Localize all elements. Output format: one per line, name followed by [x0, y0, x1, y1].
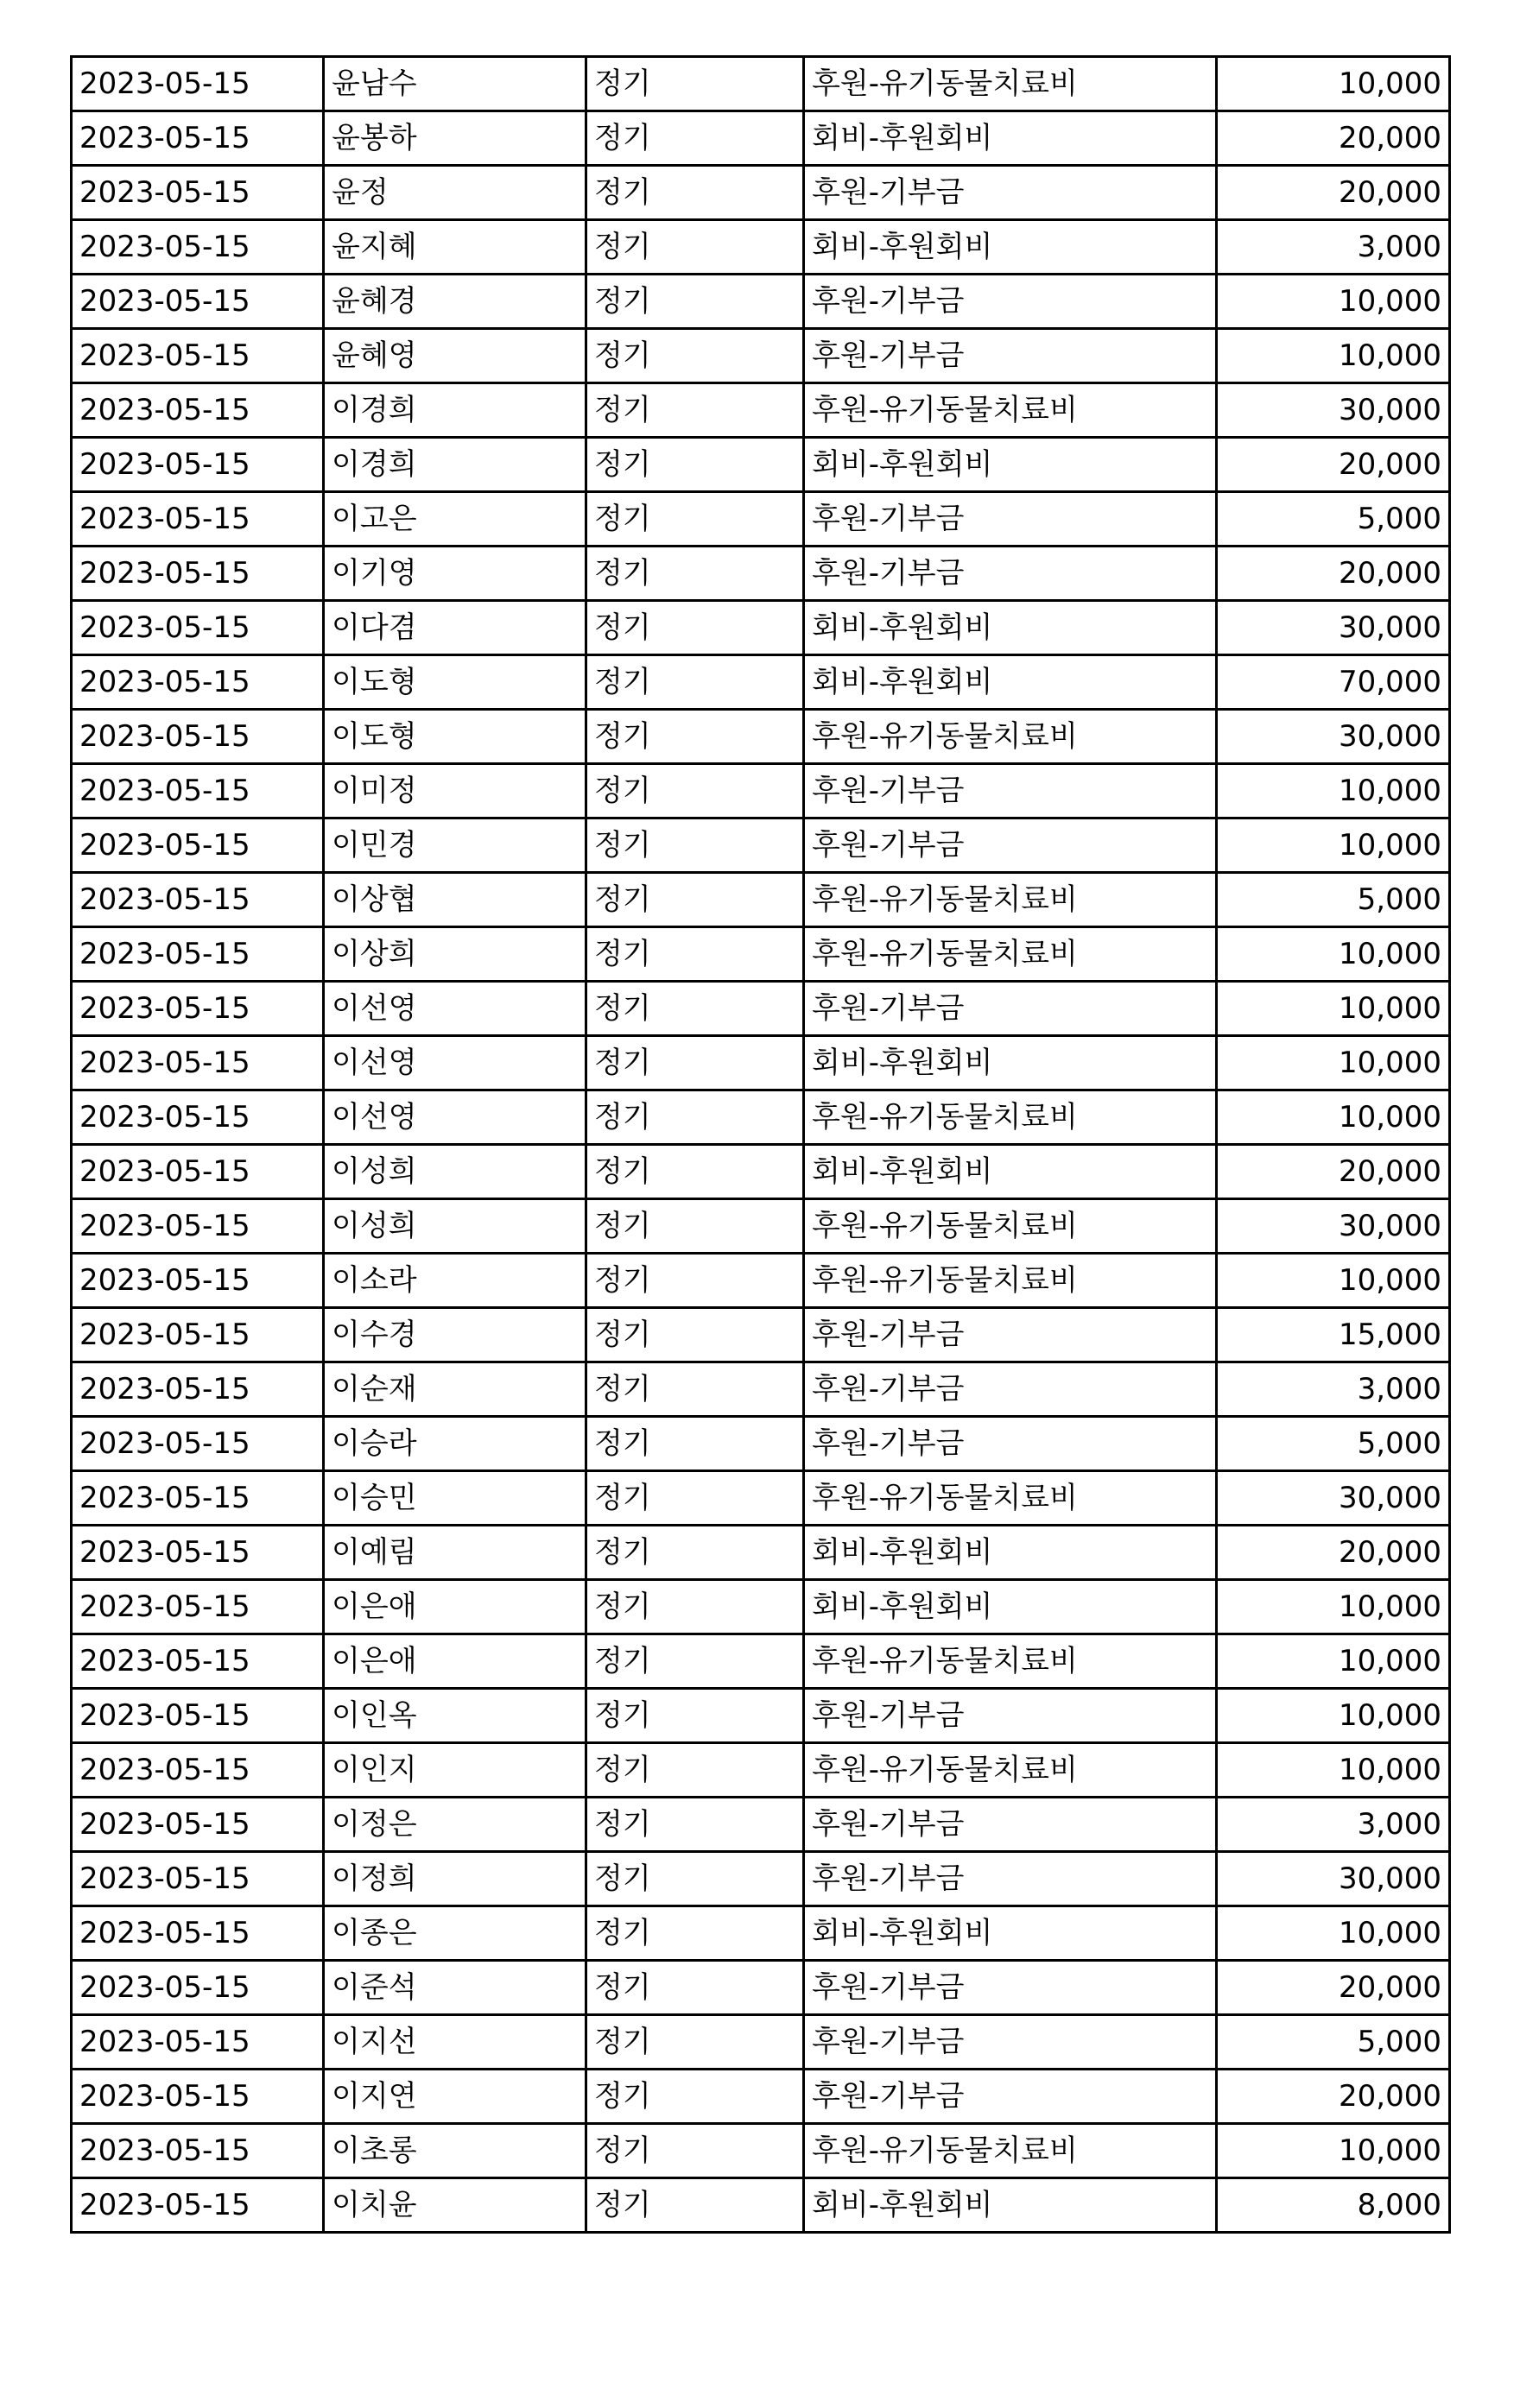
- donation-type-cell: 정기: [586, 1743, 804, 1798]
- donor-name-cell: 이선영: [324, 1036, 586, 1090]
- table-row: [72, 2070, 1450, 2124]
- donation-type-cell: 정기: [586, 1580, 804, 1634]
- donation-type-cell: 정기: [586, 438, 804, 492]
- donor-name-cell: 윤지혜: [324, 220, 586, 275]
- category-cell: 후원-유기동물치료비: [804, 2124, 1217, 2178]
- donor-name-cell: 이인지: [324, 1743, 586, 1798]
- donor-name-cell: 윤혜경: [324, 275, 586, 329]
- date-cell: 2023-05-15: [72, 1471, 324, 1526]
- donation-type-cell: 정기: [586, 982, 804, 1036]
- category-cell: 회비-후원회비: [804, 601, 1217, 655]
- category-cell: 회비-후원회비: [804, 1036, 1217, 1090]
- date-cell: 2023-05-15: [72, 1743, 324, 1798]
- donation-type-cell: 정기: [586, 166, 804, 220]
- donation-type-cell: 정기: [586, 275, 804, 329]
- date-cell: 2023-05-15: [72, 1634, 324, 1689]
- donor-name-cell: 이성희: [324, 1145, 586, 1199]
- category-cell: 회비-후원회비: [804, 438, 1217, 492]
- donor-name-cell: 이예림: [324, 1526, 586, 1580]
- donation-type-cell: 정기: [586, 1254, 804, 1308]
- donation-type-cell: 정기: [586, 492, 804, 547]
- table-row: [72, 2124, 1450, 2178]
- category-cell: 회비-후원회비: [804, 111, 1217, 166]
- donor-name-cell: 이민경: [324, 818, 586, 873]
- category-cell: 후원-기부금: [804, 329, 1217, 383]
- amount-cell: 10,000: [1217, 764, 1450, 818]
- table-row: [72, 873, 1450, 927]
- table-row: [72, 111, 1450, 166]
- date-cell: 2023-05-15: [72, 1580, 324, 1634]
- donation-type-cell: 정기: [586, 655, 804, 710]
- date-cell: 2023-05-15: [72, 655, 324, 710]
- table-row: [72, 547, 1450, 601]
- category-cell: 후원-기부금: [804, 2070, 1217, 2124]
- category-cell: 회비-후원회비: [804, 655, 1217, 710]
- amount-cell: 15,000: [1217, 1308, 1450, 1362]
- amount-cell: 10,000: [1217, 329, 1450, 383]
- amount-cell: 3,000: [1217, 1362, 1450, 1417]
- donor-name-cell: 이치윤: [324, 2178, 586, 2233]
- category-cell: 후원-기부금: [804, 1798, 1217, 1852]
- donation-type-cell: 정기: [586, 1090, 804, 1145]
- date-cell: 2023-05-15: [72, 818, 324, 873]
- category-cell: 후원-유기동물치료비: [804, 1254, 1217, 1308]
- amount-cell: 10,000: [1217, 2124, 1450, 2178]
- category-cell: 후원-기부금: [804, 818, 1217, 873]
- date-cell: 2023-05-15: [72, 1199, 324, 1254]
- donation-type-cell: 정기: [586, 220, 804, 275]
- date-cell: 2023-05-15: [72, 1906, 324, 1961]
- amount-cell: 20,000: [1217, 547, 1450, 601]
- donation-type-cell: 정기: [586, 1798, 804, 1852]
- table-row: [72, 166, 1450, 220]
- donation-type-cell: 정기: [586, 1308, 804, 1362]
- amount-cell: 20,000: [1217, 111, 1450, 166]
- donation-type-cell: 정기: [586, 1036, 804, 1090]
- category-cell: 회비-후원회비: [804, 220, 1217, 275]
- amount-cell: 5,000: [1217, 873, 1450, 927]
- donor-name-cell: 이기영: [324, 547, 586, 601]
- table-row: [72, 1906, 1450, 1961]
- category-cell: 후원-유기동물치료비: [804, 1090, 1217, 1145]
- amount-cell: 5,000: [1217, 492, 1450, 547]
- date-cell: 2023-05-15: [72, 982, 324, 1036]
- date-cell: 2023-05-15: [72, 1036, 324, 1090]
- table-row: [72, 1362, 1450, 1417]
- donation-type-cell: 정기: [586, 2178, 804, 2233]
- donation-type-cell: 정기: [586, 1689, 804, 1743]
- donor-name-cell: 이순재: [324, 1362, 586, 1417]
- donor-name-cell: 이초롱: [324, 2124, 586, 2178]
- amount-cell: 10,000: [1217, 1036, 1450, 1090]
- table-row: [72, 1090, 1450, 1145]
- donor-name-cell: 이승민: [324, 1471, 586, 1526]
- table-row: [72, 1471, 1450, 1526]
- amount-cell: 20,000: [1217, 2070, 1450, 2124]
- table-row: [72, 1580, 1450, 1634]
- date-cell: 2023-05-15: [72, 2124, 324, 2178]
- date-cell: 2023-05-15: [72, 438, 324, 492]
- donor-name-cell: 이소라: [324, 1254, 586, 1308]
- amount-cell: 10,000: [1217, 982, 1450, 1036]
- donation-type-cell: 정기: [586, 601, 804, 655]
- amount-cell: 20,000: [1217, 438, 1450, 492]
- donor-name-cell: 이선영: [324, 1090, 586, 1145]
- table-row: [72, 655, 1450, 710]
- amount-cell: 10,000: [1217, 927, 1450, 982]
- donor-name-cell: 이인옥: [324, 1689, 586, 1743]
- donation-type-cell: 정기: [586, 1634, 804, 1689]
- donor-name-cell: 이상협: [324, 873, 586, 927]
- date-cell: 2023-05-15: [72, 1417, 324, 1471]
- date-cell: 2023-05-15: [72, 275, 324, 329]
- donation-type-cell: 정기: [586, 1526, 804, 1580]
- category-cell: 회비-후원회비: [804, 1145, 1217, 1199]
- donor-name-cell: 이은애: [324, 1580, 586, 1634]
- date-cell: 2023-05-15: [72, 1961, 324, 2015]
- table-row: [72, 1689, 1450, 1743]
- category-cell: 후원-유기동물치료비: [804, 383, 1217, 438]
- donor-name-cell: 이도형: [324, 655, 586, 710]
- table-row: [72, 1743, 1450, 1798]
- table-row: [72, 764, 1450, 818]
- category-cell: 회비-후원회비: [804, 1526, 1217, 1580]
- donor-name-cell: 이상희: [324, 927, 586, 982]
- date-cell: 2023-05-15: [72, 166, 324, 220]
- category-cell: 후원-기부금: [804, 547, 1217, 601]
- donation-type-cell: 정기: [586, 383, 804, 438]
- category-cell: 후원-기부금: [804, 1961, 1217, 2015]
- amount-cell: 3,000: [1217, 220, 1450, 275]
- date-cell: 2023-05-15: [72, 873, 324, 927]
- donation-type-cell: 정기: [586, 2070, 804, 2124]
- category-cell: 후원-기부금: [804, 1417, 1217, 1471]
- date-cell: 2023-05-15: [72, 1852, 324, 1906]
- donor-name-cell: 이준석: [324, 1961, 586, 2015]
- date-cell: 2023-05-15: [72, 710, 324, 764]
- donor-name-cell: 이종은: [324, 1906, 586, 1961]
- date-cell: 2023-05-15: [72, 2178, 324, 2233]
- date-cell: 2023-05-15: [72, 764, 324, 818]
- amount-cell: 70,000: [1217, 655, 1450, 710]
- amount-cell: 30,000: [1217, 710, 1450, 764]
- amount-cell: 30,000: [1217, 1199, 1450, 1254]
- amount-cell: 20,000: [1217, 1961, 1450, 2015]
- date-cell: 2023-05-15: [72, 2015, 324, 2070]
- donation-type-cell: 정기: [586, 764, 804, 818]
- date-cell: 2023-05-15: [72, 1798, 324, 1852]
- date-cell: 2023-05-15: [72, 57, 324, 111]
- amount-cell: 10,000: [1217, 1580, 1450, 1634]
- donation-type-cell: 정기: [586, 1199, 804, 1254]
- table-row: [72, 220, 1450, 275]
- donation-type-cell: 정기: [586, 1906, 804, 1961]
- date-cell: 2023-05-15: [72, 220, 324, 275]
- donor-name-cell: 이수경: [324, 1308, 586, 1362]
- donation-type-cell: 정기: [586, 1417, 804, 1471]
- donation-type-cell: 정기: [586, 1852, 804, 1906]
- amount-cell: 5,000: [1217, 2015, 1450, 2070]
- table-row: [72, 982, 1450, 1036]
- donation-type-cell: 정기: [586, 1362, 804, 1417]
- donation-type-cell: 정기: [586, 2015, 804, 2070]
- donation-type-cell: 정기: [586, 1961, 804, 2015]
- date-cell: 2023-05-15: [72, 329, 324, 383]
- table-row: [72, 1961, 1450, 2015]
- amount-cell: 10,000: [1217, 1254, 1450, 1308]
- amount-cell: 10,000: [1217, 1689, 1450, 1743]
- category-cell: 후원-기부금: [804, 492, 1217, 547]
- category-cell: 후원-기부금: [804, 1362, 1217, 1417]
- date-cell: 2023-05-15: [72, 547, 324, 601]
- ledger-body: [72, 57, 1450, 2233]
- table-row: [72, 275, 1450, 329]
- amount-cell: 3,000: [1217, 1798, 1450, 1852]
- table-row: [72, 1036, 1450, 1090]
- table-row: [72, 2178, 1450, 2233]
- table-row: [72, 438, 1450, 492]
- category-cell: 후원-기부금: [804, 275, 1217, 329]
- table-row: [72, 1852, 1450, 1906]
- date-cell: 2023-05-15: [72, 1526, 324, 1580]
- category-cell: 후원-기부금: [804, 1689, 1217, 1743]
- table-row: [72, 1798, 1450, 1852]
- donation-type-cell: 정기: [586, 710, 804, 764]
- date-cell: 2023-05-15: [72, 601, 324, 655]
- donation-type-cell: 정기: [586, 57, 804, 111]
- donation-type-cell: 정기: [586, 329, 804, 383]
- category-cell: 후원-유기동물치료비: [804, 927, 1217, 982]
- donor-name-cell: 이선영: [324, 982, 586, 1036]
- donor-name-cell: 이지선: [324, 2015, 586, 2070]
- table-row: [72, 1417, 1450, 1471]
- category-cell: 후원-유기동물치료비: [804, 1634, 1217, 1689]
- donation-type-cell: 정기: [586, 111, 804, 166]
- amount-cell: 10,000: [1217, 1906, 1450, 1961]
- donation-type-cell: 정기: [586, 1471, 804, 1526]
- date-cell: 2023-05-15: [72, 111, 324, 166]
- category-cell: 후원-유기동물치료비: [804, 873, 1217, 927]
- donor-name-cell: 이도형: [324, 710, 586, 764]
- date-cell: 2023-05-15: [72, 927, 324, 982]
- amount-cell: 20,000: [1217, 1145, 1450, 1199]
- amount-cell: 30,000: [1217, 1852, 1450, 1906]
- table-row: [72, 57, 1450, 111]
- category-cell: 후원-기부금: [804, 1308, 1217, 1362]
- category-cell: 후원-유기동물치료비: [804, 57, 1217, 111]
- donor-name-cell: 이경희: [324, 383, 586, 438]
- donor-name-cell: 윤남수: [324, 57, 586, 111]
- donor-name-cell: 이다겸: [324, 601, 586, 655]
- table-row: [72, 927, 1450, 982]
- date-cell: 2023-05-15: [72, 2070, 324, 2124]
- table-row: [72, 1145, 1450, 1199]
- category-cell: 회비-후원회비: [804, 2178, 1217, 2233]
- donor-name-cell: 윤정: [324, 166, 586, 220]
- donation-ledger-table: [70, 55, 1451, 2234]
- donation-type-cell: 정기: [586, 818, 804, 873]
- donation-type-cell: 정기: [586, 2124, 804, 2178]
- amount-cell: 20,000: [1217, 166, 1450, 220]
- amount-cell: 10,000: [1217, 1634, 1450, 1689]
- amount-cell: 10,000: [1217, 818, 1450, 873]
- table-row: [72, 2015, 1450, 2070]
- donation-type-cell: 정기: [586, 927, 804, 982]
- donor-name-cell: 이경희: [324, 438, 586, 492]
- category-cell: 후원-기부금: [804, 764, 1217, 818]
- donor-name-cell: 이고은: [324, 492, 586, 547]
- donation-type-cell: 정기: [586, 873, 804, 927]
- category-cell: 후원-기부금: [804, 1852, 1217, 1906]
- category-cell: 후원-유기동물치료비: [804, 1743, 1217, 1798]
- amount-cell: 10,000: [1217, 275, 1450, 329]
- category-cell: 후원-유기동물치료비: [804, 1199, 1217, 1254]
- donor-name-cell: 이지연: [324, 2070, 586, 2124]
- date-cell: 2023-05-15: [72, 1254, 324, 1308]
- donor-name-cell: 이은애: [324, 1634, 586, 1689]
- category-cell: 회비-후원회비: [804, 1906, 1217, 1961]
- amount-cell: 10,000: [1217, 1743, 1450, 1798]
- donor-name-cell: 이정은: [324, 1798, 586, 1852]
- amount-cell: 8,000: [1217, 2178, 1450, 2233]
- date-cell: 2023-05-15: [72, 1362, 324, 1417]
- amount-cell: 30,000: [1217, 601, 1450, 655]
- table-row: [72, 710, 1450, 764]
- amount-cell: 5,000: [1217, 1417, 1450, 1471]
- donor-name-cell: 이미정: [324, 764, 586, 818]
- category-cell: 후원-유기동물치료비: [804, 1471, 1217, 1526]
- category-cell: 후원-기부금: [804, 982, 1217, 1036]
- amount-cell: 10,000: [1217, 57, 1450, 111]
- amount-cell: 30,000: [1217, 1471, 1450, 1526]
- table-row: [72, 383, 1450, 438]
- donation-type-cell: 정기: [586, 1145, 804, 1199]
- table-row: [72, 1634, 1450, 1689]
- table-row: [72, 818, 1450, 873]
- donation-type-cell: 정기: [586, 547, 804, 601]
- donor-name-cell: 윤혜영: [324, 329, 586, 383]
- date-cell: 2023-05-15: [72, 1090, 324, 1145]
- category-cell: 후원-유기동물치료비: [804, 710, 1217, 764]
- category-cell: 후원-기부금: [804, 2015, 1217, 2070]
- date-cell: 2023-05-15: [72, 1145, 324, 1199]
- date-cell: 2023-05-15: [72, 492, 324, 547]
- amount-cell: 20,000: [1217, 1526, 1450, 1580]
- donor-name-cell: 이승라: [324, 1417, 586, 1471]
- table-row: [72, 1308, 1450, 1362]
- donor-name-cell: 이성희: [324, 1199, 586, 1254]
- amount-cell: 10,000: [1217, 1090, 1450, 1145]
- table-row: [72, 329, 1450, 383]
- table-row: [72, 1526, 1450, 1580]
- table-row: [72, 492, 1450, 547]
- table-row: [72, 601, 1450, 655]
- donor-name-cell: 윤봉하: [324, 111, 586, 166]
- table-row: [72, 1199, 1450, 1254]
- date-cell: 2023-05-15: [72, 1689, 324, 1743]
- donor-name-cell: 이정희: [324, 1852, 586, 1906]
- amount-cell: 30,000: [1217, 383, 1450, 438]
- category-cell: 회비-후원회비: [804, 1580, 1217, 1634]
- category-cell: 후원-기부금: [804, 166, 1217, 220]
- table-row: [72, 1254, 1450, 1308]
- date-cell: 2023-05-15: [72, 1308, 324, 1362]
- date-cell: 2023-05-15: [72, 383, 324, 438]
